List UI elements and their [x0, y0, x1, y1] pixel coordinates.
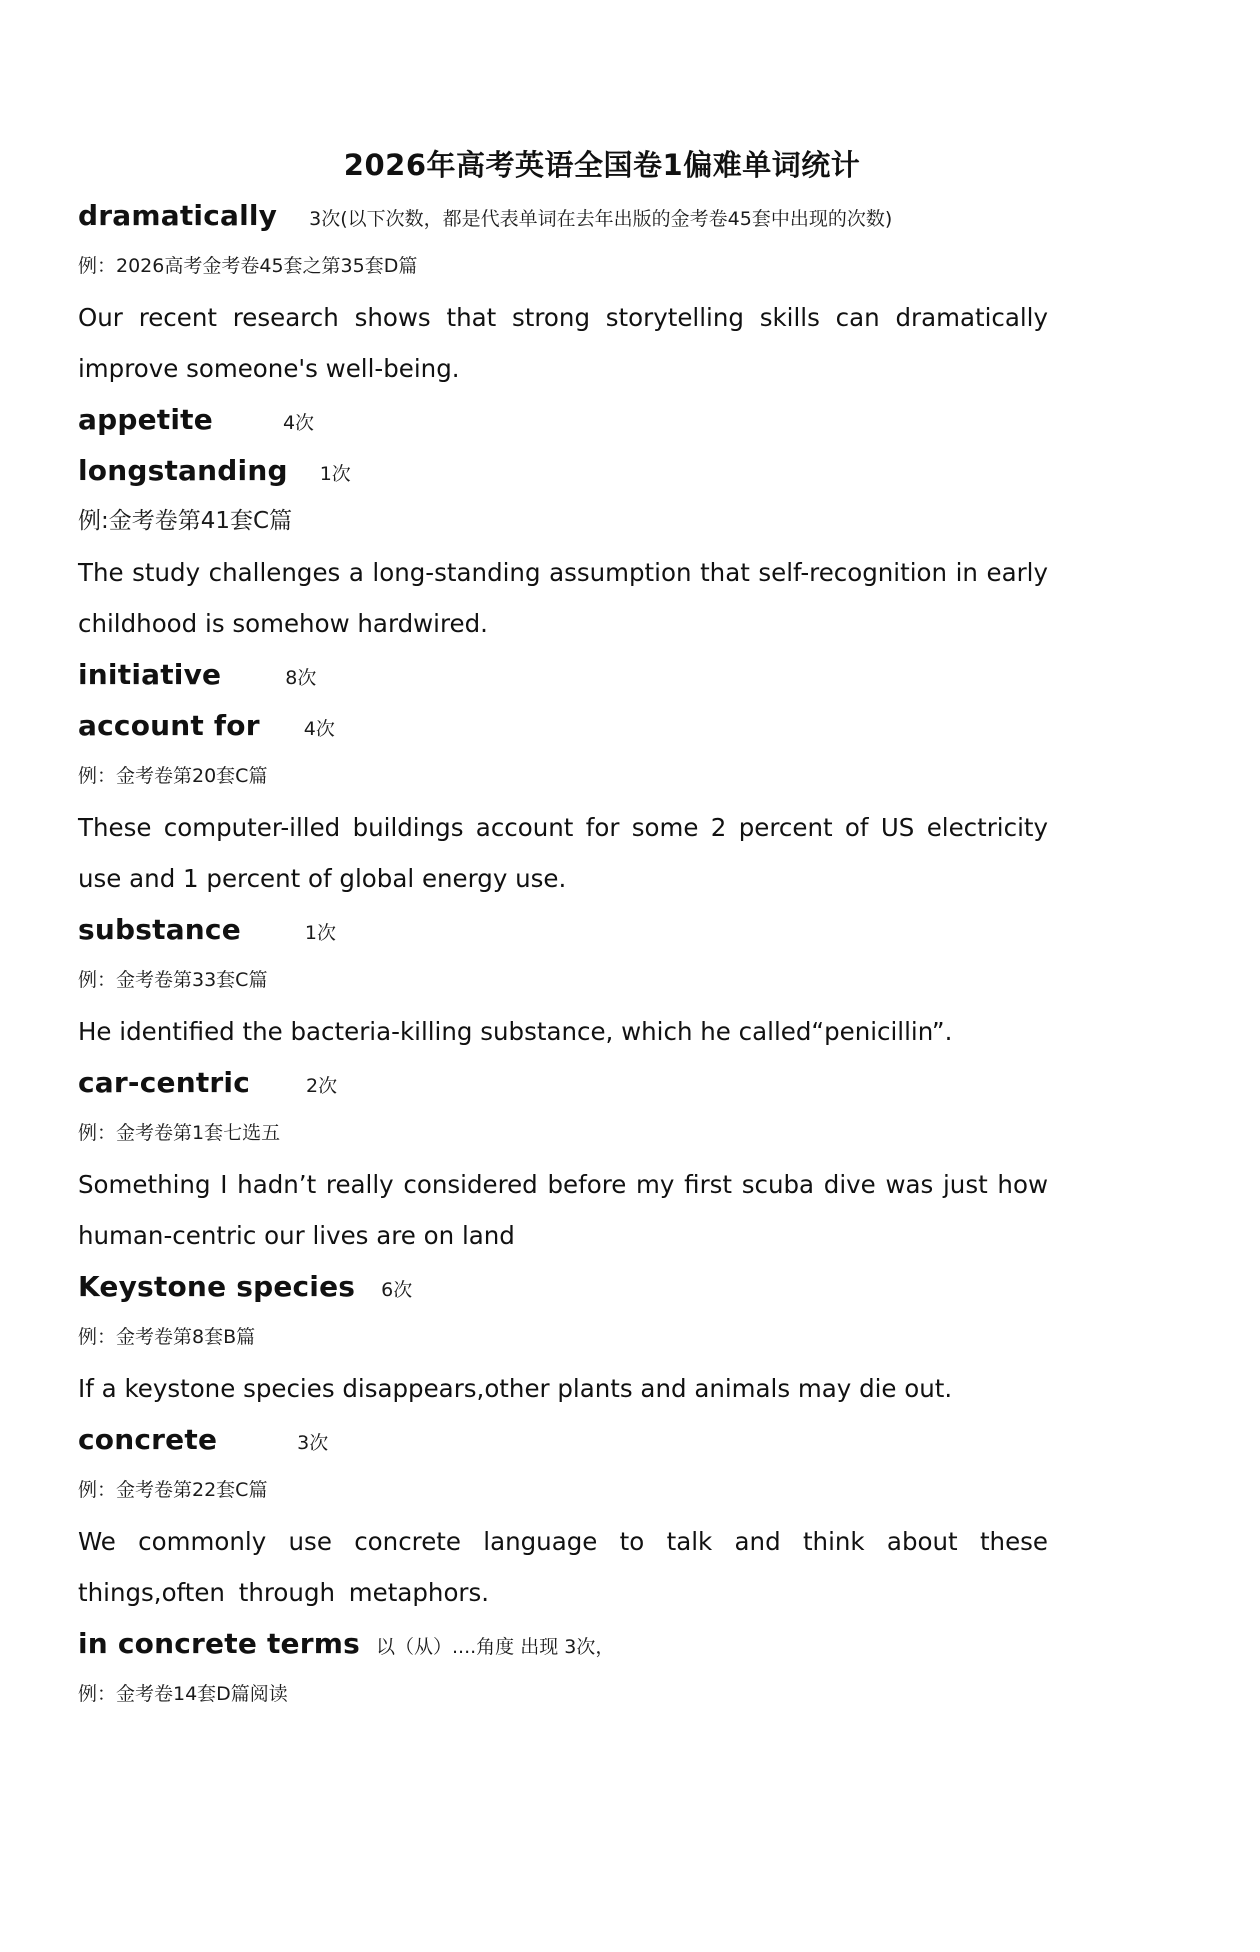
entry-word: initiative — [78, 658, 222, 691]
entry-count: 8次 — [285, 667, 317, 689]
entry-source: 例：金考卷第20套C篇 — [78, 765, 268, 787]
entry-header — [78, 394, 1078, 445]
entry-count: 6次 — [381, 1279, 413, 1301]
entry-source-row — [78, 1312, 1078, 1363]
entry-example: He identified the bacteria-killing substance, which he called“penicillin”. — [78, 1017, 953, 1046]
entry-word: longstanding — [78, 454, 288, 487]
entry-header — [78, 1414, 1078, 1465]
word-entries — [78, 190, 1078, 1720]
entry-source-row — [78, 496, 1078, 547]
entry-word: appetite — [78, 403, 213, 436]
entry-word: concrete — [78, 1423, 218, 1456]
entry-count: 4次 — [303, 718, 335, 740]
entry-count: 3次(以下次数，都是代表单词在去年出版的金考卷45套中出现的次数) — [309, 208, 893, 230]
entry-source-row — [78, 1465, 1078, 1516]
document-title: 2026年高考英语全国卷1偏难单词统计 — [343, 148, 861, 182]
entry-word: substance — [78, 913, 241, 946]
entry-word: in concrete terms — [78, 1627, 360, 1660]
entry-source: 例：金考卷第33套C篇 — [78, 969, 268, 991]
entry-example: Something I hadn’t really considered before my first scuba dive was just how human-centric our lives are on land — [78, 1170, 1048, 1250]
entry-source: 例：金考卷第1套七选五 — [78, 1122, 281, 1144]
entry-header — [78, 700, 1078, 751]
entry-source-row — [78, 241, 1078, 292]
entry-example: Our recent research shows that strong storytelling skills can dramatically improve someone's well-being. — [78, 303, 1048, 383]
entry-count: 2次 — [306, 1075, 338, 1097]
entry-source: 例：2026高考金考卷45套之第35套D篇 — [78, 255, 418, 277]
entry-header — [78, 1057, 1078, 1108]
entry-source-row — [78, 1108, 1078, 1159]
entry-source-row — [78, 751, 1078, 802]
entry-source: 例:金考卷第41套C篇 — [78, 508, 293, 534]
entry-word: dramatically — [78, 199, 278, 232]
entry-header — [78, 190, 1078, 241]
entry-word: account for — [78, 709, 260, 742]
entry-header — [78, 1261, 1078, 1312]
entry-word: car-centric — [78, 1066, 251, 1099]
entry-example: If a keystone species disappears,other plants and animals may die out. — [78, 1374, 953, 1403]
entry-count: 以（从）....角度 出现 3次， — [376, 1636, 615, 1658]
entry-source: 例：金考卷14套D篇阅读 — [78, 1683, 288, 1705]
entry-example: These computer-illed buildings account for some 2 percent of US electricity use and 1 percent of global energy use. — [78, 813, 1048, 893]
entry-count: 4次 — [282, 412, 315, 434]
entry-count: 1次 — [319, 463, 351, 485]
entry-header — [78, 904, 1078, 955]
entry-example: We commonly use concrete language to talk and think about these things,often through metaphors. — [78, 1527, 1048, 1607]
entry-source: 例：金考卷第22套C篇 — [78, 1479, 268, 1501]
entry-source-row — [78, 1669, 1078, 1720]
entry-word: Keystone species — [78, 1270, 356, 1303]
entry-source: 例：金考卷第8套B篇 — [78, 1326, 256, 1348]
entry-header — [78, 445, 1078, 496]
entry-header — [78, 1618, 1078, 1669]
entry-example: The study challenges a long-standing assumption that self-recognition in early childhood is somehow hardwired. — [78, 558, 1048, 638]
entry-source-row — [78, 955, 1078, 1006]
entry-count: 3次 — [297, 1432, 329, 1454]
entry-count: 1次 — [304, 922, 337, 944]
entry-header — [78, 649, 1078, 700]
